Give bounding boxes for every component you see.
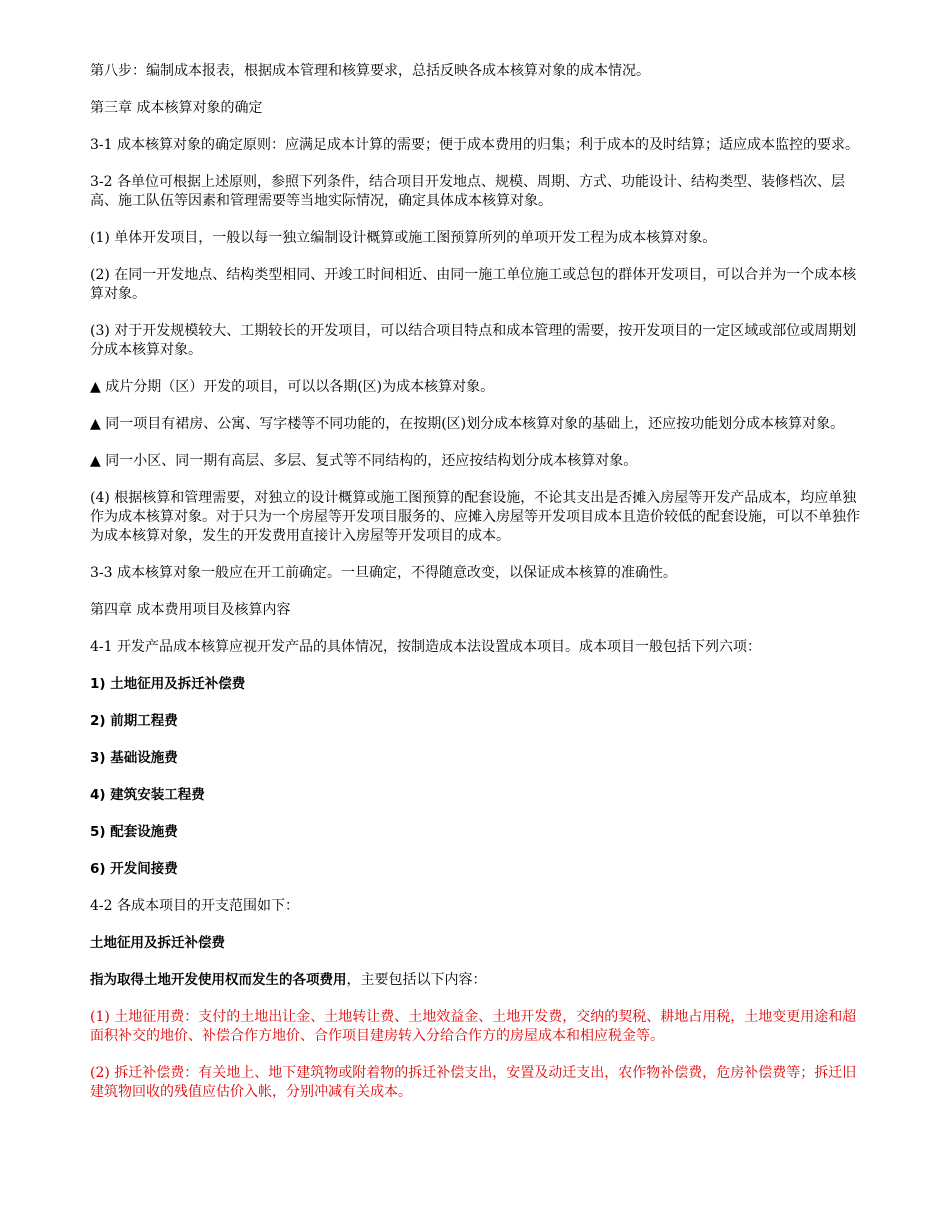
paragraph-item-2: (2) 在同一开发地点、结构类型相同、开竣工时间相近、由同一施工单位施工或总包的群体开发项目，可以合并为一个成本核算对象。 (90, 267, 857, 302)
cost-item-5: 5) 配套设施费 (90, 824, 178, 840)
paragraph-item-3: (3) 对于开发规模较大、工期较长的开发项目，可以结合项目特点和成本管理的需要，按开发项目的一定区域或部位或周期划分成本核算对象。 (90, 323, 857, 358)
cost-item-6: 6) 开发间接费 (90, 861, 178, 877)
paragraph-4-1: 4-1 开发产品成本核算应视开发产品的具体情况，按制造成本法设置成本项目。成本项目一般包括下列六项： (90, 639, 761, 655)
chapter-4-heading: 第四章 成本费用项目及核算内容 (90, 602, 291, 618)
section-land-heading: 土地征用及拆迁补偿费 (90, 935, 225, 951)
paragraph-demolition-compensation: (2) 拆迁补偿费：有关地上、地下建筑物或附着物的拆迁补偿支出，安置及动迁支出，农作物补偿费，危房补偿费等；拆迁旧建筑物回收的残值应估价入帐，分别冲减有关成本。 (90, 1065, 857, 1100)
paragraph-3-1: 3-1 成本核算对象的确定原则：应满足成本计算的需要；便于成本费用的归集；利于成本的及时结算；适应成本监控的要求。 (90, 137, 859, 153)
paragraph-land-requisition: (1) 土地征用费：支付的土地出让金、土地转让费、土地效益金、土地开发费，交纳的契税、耕地占用税，土地变更用途和超面积补交的地价、补偿合作方地价、合作项目建房转入分给合作方的房屋成本和相应税金等。 (90, 1009, 857, 1044)
bullet-function: ▲ 同一项目有裙房、公寓、写字楼等不同功能的，在按期(区)划分成本核算对象的基础上，还应按功能划分成本核算对象。 (90, 416, 845, 432)
bullet-phased: ▲ 成片分期（区）开发的项目，可以以各期(区)为成本核算对象。 (90, 379, 495, 395)
land-definition-rest: ，主要包括以下内容： (346, 972, 487, 988)
paragraph-3-3: 3-3 成本核算对象一般应在开工前确定。一旦确定，不得随意改变，以保证成本核算的准确性。 (90, 565, 677, 581)
land-definition-bold: 指为取得土地开发使用权而发生的各项费用 (90, 972, 347, 988)
cost-item-2: 2) 前期工程费 (90, 713, 178, 729)
cost-item-3: 3) 基础设施费 (90, 750, 178, 766)
paragraph-step8: 第八步：编制成本报表，根据成本管理和核算要求，总括反映各成本核算对象的成本情况。 (90, 63, 650, 79)
paragraph-land-definition (90, 971, 870, 990)
cost-item-1: 1) 土地征用及拆迁补偿费 (90, 676, 246, 692)
paragraph-item-1: (1) 单体开发项目，一般以每一独立编制设计概算或施工图预算所列的单项开发工程为成本核算对象。 (90, 230, 717, 246)
document-page (90, 62, 870, 1120)
paragraph-3-2: 3-2 各单位可根据上述原则，参照下列条件，结合项目开发地点、规模、周期、方式、功能设计、结构类型、装修档次、层高、施工队伍等因素和管理需要等当地实际情况，确定具体成本核算对象。 (90, 174, 845, 209)
paragraph-4-2: 4-2 各成本项目的开支范围如下： (90, 898, 299, 914)
cost-item-4: 4) 建筑安装工程费 (90, 787, 205, 803)
chapter-3-heading: 第三章 成本核算对象的确定 (90, 100, 263, 116)
paragraph-item-4: (4) 根据核算和管理需要，对独立的设计概算或施工图预算的配套设施，不论其支出是否摊入房屋等开发产品成本，均应单独作为成本核算对象。对于只为一个房屋等开发项目服务的、应摊入房屋等开发项目成本且造价较低的配套设施，可以不单独作为成本核算对象，发生的开发费用直接计入房屋等开发项目的成本。 (90, 490, 860, 544)
bullet-structure: ▲ 同一小区、同一期有高层、多层、复式等不同结构的，还应按结构划分成本核算对象。 (90, 453, 638, 469)
